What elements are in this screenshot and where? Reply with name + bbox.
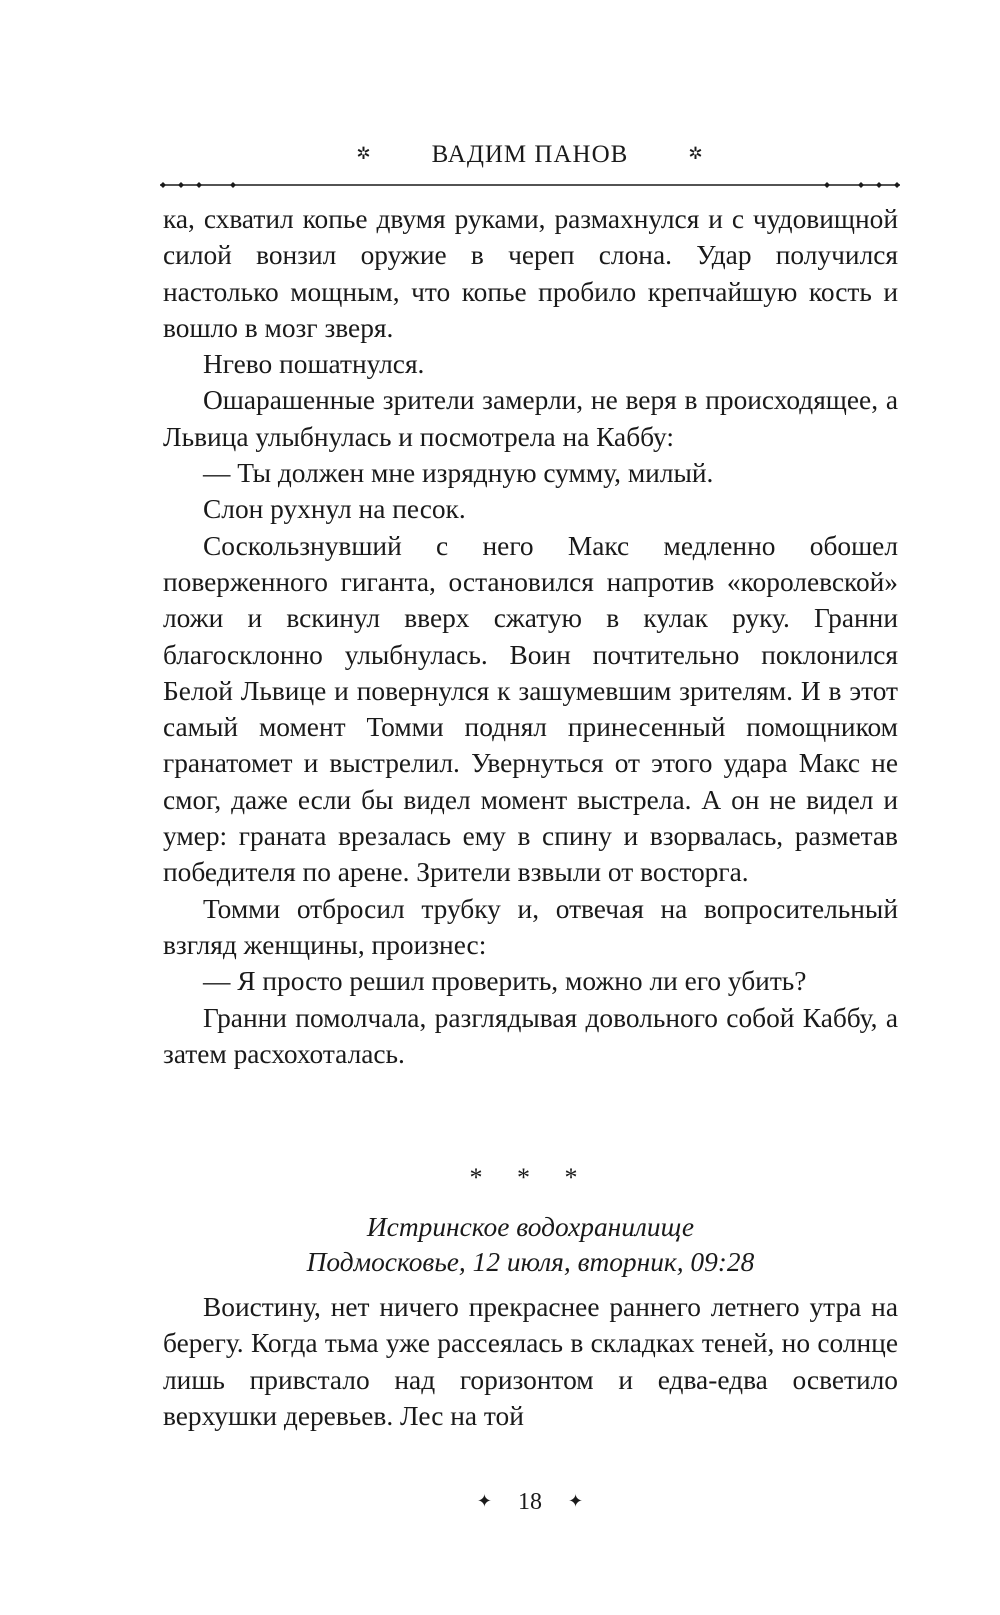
rule-diamond-icon [178, 182, 184, 188]
scene-break: * * * [469, 1163, 592, 1192]
rule-diamond-icon [824, 182, 830, 188]
header-decorative-rule [160, 180, 900, 190]
header-right-ornament-icon: ✲ [688, 144, 704, 164]
location-line-date: Подмосковье, 12 июля, вторник, 09:28 [306, 1247, 755, 1277]
header-author-name: ВАДИМ ПАНОВ [431, 141, 629, 168]
header-title-row [160, 140, 900, 171]
paragraph: Томми отбросил трубку и, отвечая на вопросительный взгляд женщины, произнес: [163, 893, 898, 960]
page-footer [160, 1487, 900, 1518]
body-text-top [163, 201, 898, 1072]
chapter-location-heading [163, 1210, 898, 1280]
rule-diamond-icon [858, 182, 864, 188]
paragraph: Соскользнувший с него Макс медленно обошел поверженного гиганта, остановился напротив «королевской» ложи и вскинул вверх сжатую в кулак руку. Гранни благосклонно улыбнулась. Воин почтительно поклонился Белой Львице и повернулся к зашумевшим зрителям. И в этот самый момент Томми поднял принесенный помощником гранатомет и выстрелил. Увернуться от этого удара Макс не смог, даже если бы видел момент выстрела. А он не видел и умер: граната врезалась ему в спину и взорвалась, разметав победителя по арене. Зрители взвыли от восторга. [163, 530, 898, 888]
paragraph: Ошарашенные зрители замерли, не веря в происходящее, а Львица улыбнулась и посмотрела на Каббу: [163, 385, 898, 452]
dialogue-paragraph: — Я просто решил проверить, можно ли его убить? [203, 966, 807, 997]
footer-left-star-icon: ✦ [476, 1491, 492, 1511]
header-left-ornament-icon: ✲ [356, 144, 372, 164]
rule-diamond-icon [196, 182, 202, 188]
paragraph: Гранни помолчала, разглядывая довольного собой Каббу, а затем расхохоталась. [163, 1002, 898, 1069]
page-number: 18 [518, 1489, 542, 1515]
location-line-place: Истринское водохранилище [366, 1212, 695, 1242]
footer-right-star-icon: ✦ [568, 1491, 584, 1511]
body-text-bottom [163, 1289, 898, 1434]
rule-diamond-icon [894, 182, 900, 188]
running-header [160, 140, 900, 190]
rule-diamond-icon [876, 182, 882, 188]
dialogue-paragraph: — Ты должен мне изрядную сумму, милый. [203, 458, 714, 489]
paragraph: ка, схватил копье двумя руками, размахнулся и с чудовищной силой вонзил оружие в череп слона. Удар получился настолько мощным, что копье пробило крепчайшую кость и вошло в мозг зверя. [163, 204, 898, 343]
paragraph: Нгево пошатнулся. [203, 349, 425, 380]
paragraph: Воистину, нет ничего прекраснее раннего летнего утра на берегу. Когда тьма уже рассеялась в складках теней, но солнце лишь привстало над горизонтом и едва-едва осветило верхушки деревьев. Лес на той [163, 1292, 898, 1431]
paragraph: Слон рухнул на песок. [203, 494, 466, 525]
rule-diamond-icon [230, 182, 236, 188]
rule-diamond-icon [160, 182, 166, 188]
